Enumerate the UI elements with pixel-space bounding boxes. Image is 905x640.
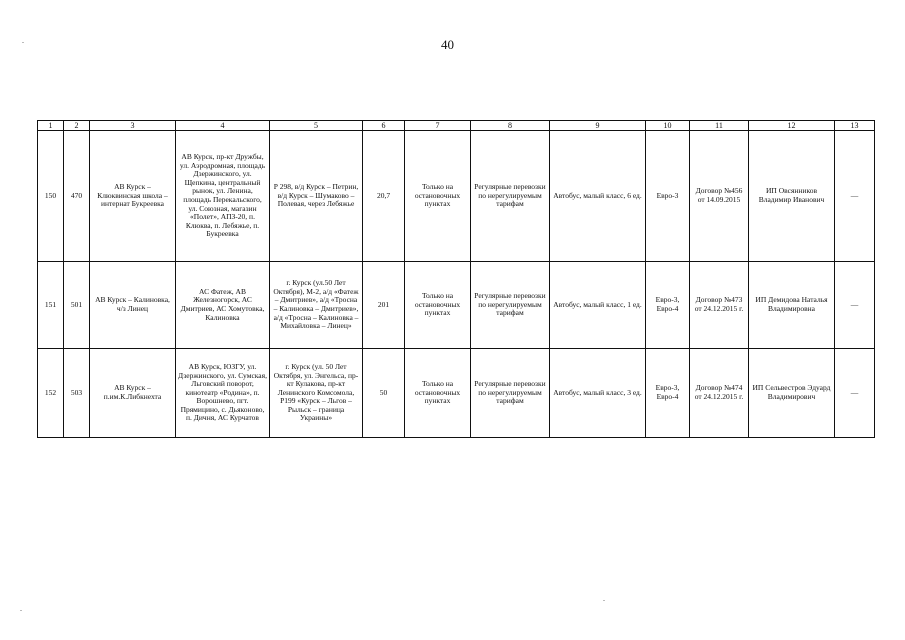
notes-cell: —	[835, 349, 875, 438]
length-cell: 201	[363, 262, 405, 349]
carrier-cell: ИП Демидова Наталья Владимировна	[749, 262, 835, 349]
column-header: 10	[646, 121, 690, 131]
boarding-order-cell: Только на остановочных пунктах	[405, 262, 471, 349]
column-header: 3	[90, 121, 176, 131]
route-code-cell: 501	[64, 262, 90, 349]
column-header: 7	[405, 121, 471, 131]
contract-cell: Договор №456 от 14.09.2015	[690, 131, 749, 262]
eco-class-cell: Евро-3, Евро-4	[646, 262, 690, 349]
column-header: 5	[270, 121, 363, 131]
column-header: 9	[550, 121, 646, 131]
roads-cell: г. Курск (ул. 50 Лет Октября, ул. Энгельса, пр-кт Кулакова, пр-кт Ленинского Комсомола, Р199 «Курск – Льгов – Рыльск – граница Украины»	[270, 349, 363, 438]
route-number-cell: 152	[38, 349, 64, 438]
scan-speck	[20, 610, 22, 611]
routes-table	[37, 120, 875, 438]
table-header-row	[38, 121, 875, 131]
eco-class-cell: Евро-3, Евро-4	[646, 349, 690, 438]
boarding-order-cell: Только на остановочных пунктах	[405, 349, 471, 438]
scan-speck	[22, 42, 24, 43]
table-row	[38, 262, 875, 349]
column-header: 11	[690, 121, 749, 131]
vehicle-cell: Автобус, малый класс, 6 ед.	[550, 131, 646, 262]
route-name-cell: АВ Курск – п.им.К.Либкнехта	[90, 349, 176, 438]
notes-cell: —	[835, 262, 875, 349]
transport-type-cell: Регулярные перевозки по нерегулируемым тарифам	[471, 131, 550, 262]
stops-cell: АВ Курск, ЮЗГУ, ул. Дзержинского, ул. Сумская, Льговский поворот, кинотеатр «Родина», п. Ворошнево, пгт. Прямицино, с. Дьяконово, п. Дичня, АС Курчатов	[176, 349, 270, 438]
route-code-cell: 503	[64, 349, 90, 438]
stops-cell: АС Фатеж, АВ Железногорск, АС Дмитриев, АС Хомутовка, Калиновка	[176, 262, 270, 349]
column-header: 13	[835, 121, 875, 131]
vehicle-cell: Автобус, малый класс, 3 ед.	[550, 349, 646, 438]
table-row	[38, 131, 875, 262]
contract-cell: Договор №473 от 24.12.2015 г.	[690, 262, 749, 349]
route-code-cell: 470	[64, 131, 90, 262]
column-header: 12	[749, 121, 835, 131]
vehicle-cell: Автобус, малый класс, 1 ед.	[550, 262, 646, 349]
boarding-order-cell: Только на остановочных пунктах	[405, 131, 471, 262]
page-number: 40	[441, 37, 454, 52]
column-header: 8	[471, 121, 550, 131]
notes-cell: —	[835, 131, 875, 262]
route-name-cell: АВ Курск – Калиновка, ч/з Линец	[90, 262, 176, 349]
stops-cell: АВ Курск, пр-кт Дружбы, ул. Аэродромная, площадь Дзержинского, ул. Щепкина, центральный рынок, ул. Ленина, площадь Перекальского, ул. Союзная, магазин «Полет», АПЗ-20, п. Клюква, п. Лебяжье, п. Букреевка	[176, 131, 270, 262]
column-header: 2	[64, 121, 90, 131]
roads-cell: Р 298, в/д Курск – Петрин, в/д Курск – Шумаково – Полевая, через Лебяжье	[270, 131, 363, 262]
column-header: 6	[363, 121, 405, 131]
route-name-cell: АВ Курск – Клюквинская школа – интернат Букреевка	[90, 131, 176, 262]
column-header: 1	[38, 121, 64, 131]
carrier-cell: ИП Сельвестров Эдуард Владимирович	[749, 349, 835, 438]
roads-cell: г. Курск (ул.50 Лет Октября), М-2, а/д «Фатеж – Дмитриев», а/д «Тросна – Калиновка – Дмитриев», а/д «Тросна – Калиновка – Михайловка – Линец»	[270, 262, 363, 349]
length-cell: 50	[363, 349, 405, 438]
route-number-cell: 151	[38, 262, 64, 349]
table-row	[38, 349, 875, 438]
transport-type-cell: Регулярные перевозки по нерегулируемым тарифам	[471, 349, 550, 438]
route-number-cell: 150	[38, 131, 64, 262]
contract-cell: Договор №474 от 24.12.2015 г.	[690, 349, 749, 438]
length-cell: 20,7	[363, 131, 405, 262]
eco-class-cell: Евро-3	[646, 131, 690, 262]
carrier-cell: ИП Овсянников Владимир Иванович	[749, 131, 835, 262]
transport-type-cell: Регулярные перевозки по нерегулируемым тарифам	[471, 262, 550, 349]
column-header: 4	[176, 121, 270, 131]
scan-speck	[603, 600, 605, 601]
